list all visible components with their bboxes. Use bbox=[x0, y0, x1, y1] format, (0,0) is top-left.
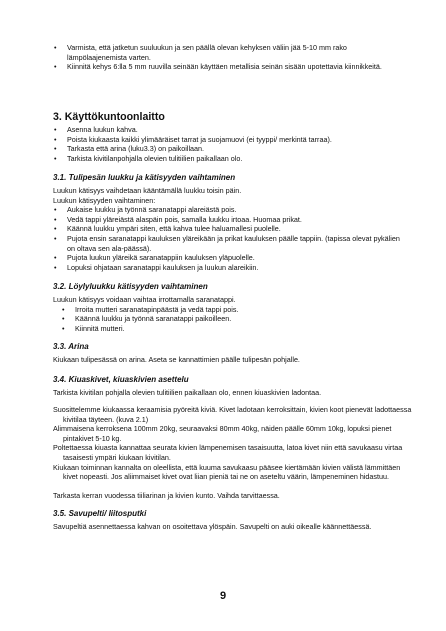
list-item: • Kiinnitä mutteri. bbox=[53, 324, 403, 334]
list-item: • Varmista, että jatketun suuluukun ja sen päällä olevan kehyksen väliin jää 5-10 mm rako lämpölaajenemista varten. bbox=[53, 43, 403, 62]
intro-bullet-list bbox=[53, 43, 403, 72]
section-heading-3: 3. Käyttökuntoonlaitto bbox=[53, 111, 165, 123]
section-3-2-bullet-list bbox=[53, 305, 403, 334]
paragraph: Savupeltiä asennettaessa kahvan on osoitettava ylöspäin. Savupelti on auki oikealle käännettäessä. bbox=[53, 522, 372, 531]
list-item: • Pujota ensin saranatappi kauluksen yläreikään ja prikat kauluksen päälle tappiin. (tapissa olevat pykälien on oltava sen ala-päässä). bbox=[53, 234, 403, 253]
list-item: • Lopuksi ohjataan saranatappi kauluksen ja luukun alareikiin. bbox=[53, 263, 403, 273]
paragraph: Luukun kätisyys vaihdetaan kääntämällä luukku toisin päin. bbox=[53, 186, 242, 195]
section-heading-3-1: 3.1. Tulipesän luukku ja kätisyyden vaihtaminen bbox=[53, 173, 236, 182]
list-item: • Irroita mutteri saranatapinpäästä ja vedä tappi pois. bbox=[53, 305, 403, 315]
paragraph: Tarkista kivitilan pohjalla olevien tulitiilien paikallaan olo, ennen kiuaskivien ladontaa. bbox=[53, 388, 322, 397]
paragraph: Alimmaisena kerroksena 100mm 20kg, seuraavaksi 80mm 40kg, näiden päälle 60mm 10kg, lopuksi pienet pintakivet 5-10 kg. bbox=[53, 424, 392, 443]
paragraph: Kiukaan toiminnan kannalta on oleellista, että kuuma savukaasu pääsee kiertämään kivien välistä lämmittäen kivet nopeasti. Jos aliimmaiset kivet ovat liian pieniä tai ne on aseteltu väärin, lämpeneminen hidastuu. bbox=[53, 462, 401, 482]
section-3-1-bullet-list bbox=[53, 205, 403, 272]
section-3-bullet-list bbox=[53, 125, 403, 163]
list-item: • Vedä tappi yläreiästä alaspäin pois, samalla luukku irtoaa. Huomaa prikat. bbox=[53, 215, 403, 225]
section-heading-3-4: 3.4. Kiuaskivet, kiuaskivien asettelu bbox=[53, 375, 189, 384]
paragraph: Tarkasta kerran vuodessa tiiliarinan ja kivien kunto. Vaihda tarvittaessa. bbox=[53, 491, 280, 501]
list-item: • Kiinnitä kehys 6:lla 5 mm ruuvilla seinään käyttäen metallisia seinän sisään upotettavia kiinnikkeitä. bbox=[53, 62, 403, 72]
list-item: • Tarkasta että arina (luku3.3) on paikoillaan. bbox=[53, 144, 403, 154]
section-heading-3-2: 3.2. Löylyluukku kätisyyden vaihtaminen bbox=[53, 282, 208, 291]
list-item: • Asenna luukun kahva. bbox=[53, 125, 403, 135]
paragraph: Poltettaessa kiuasta kannattaa seurata kivien lämpenemisen tasaisuutta, latoa kivet niin että savukaasu virtaa tasaisesti ympäri kiukaan kivitilan. bbox=[53, 443, 403, 462]
list-item: • Tarkista kivitilanpohjalla olevien tulitiilien paikallaan olo. bbox=[53, 154, 403, 164]
paragraph: Luukun kätisyys voidaan vaihtaa irrottamalla saranatappi. bbox=[53, 295, 236, 304]
list-item: • Aukaise luukku ja työnnä saranatappi alareiästä pois. bbox=[53, 205, 403, 215]
paragraph: Luukun kätisyyden vaihtaminen: bbox=[53, 195, 156, 205]
page-number: 9 bbox=[220, 590, 227, 602]
paragraph: Suosittelemme kiukaassa keraamisia pyöreitä kiviä. Kivet ladotaan kerroksittain, kivien koot pienevät ladottaessa kivitilaa täyteen. (kuva 2.1) bbox=[53, 405, 412, 424]
list-item: • Käännä luukku ympäri siten, että kahva tulee haluamallesi puolelle. bbox=[53, 224, 403, 234]
list-item: • Käännä luukku ja työnnä saranatappi paikoilleen. bbox=[53, 314, 403, 324]
paragraph: Kiukaan tulipesässä on arina. Aseta se kannattimien päälle tulipesän pohjalle. bbox=[53, 355, 300, 364]
list-item: • Pujota luukun yläreikä saranatappiin kauluksen yläpuolelle. bbox=[53, 253, 403, 263]
section-heading-3-3: 3.3. Arina bbox=[53, 342, 89, 351]
section-heading-3-5: 3.5. Savupelti/ liitosputki bbox=[53, 509, 147, 518]
list-item: • Poista kiukaasta kaikki ylimääräiset tarrat ja suojamuovi (ei tyyppi/ merkintä tarraa). bbox=[53, 135, 403, 145]
